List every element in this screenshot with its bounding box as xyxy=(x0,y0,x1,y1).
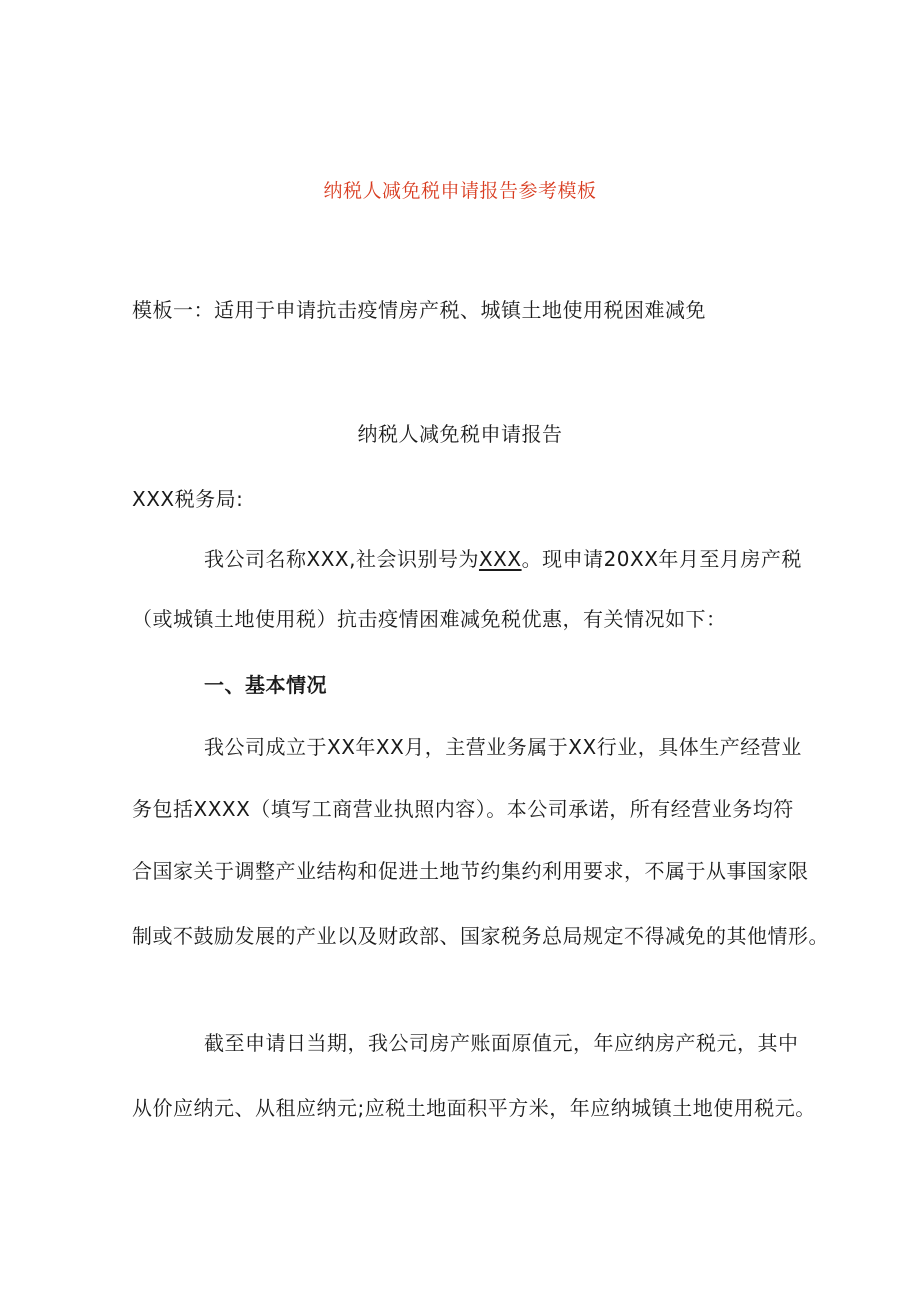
report-title: 纳税人减免税申请报告 xyxy=(357,422,563,446)
addressee: XXX税务局: xyxy=(132,487,244,511)
template-heading: 模板一：适用于申请抗击疫情房产税、城镇土地使用税困难减免 xyxy=(132,298,706,322)
paragraph-1-line-2: （或城镇土地使用税）抗击疫情困难减免税优惠，有关情况如下： xyxy=(132,607,727,631)
social-id-placeholder: XXX xyxy=(478,547,522,571)
paragraph-3-line-1: 截至申请日当期，我公司房产账面原值元，年应纳房产税元，其中 xyxy=(204,1031,799,1055)
paragraph-2-line-2: 务包括XXXX（填写工商营业执照内容）。本公司承诺，所有经营业务均符 xyxy=(132,797,794,821)
paragraph-2-line-4: 制或不鼓励发展的产业以及财政部、国家税务总局规定不得减免的其他情形。 xyxy=(132,924,829,948)
section-heading-basic-info: 一、基本情况 xyxy=(204,673,327,697)
paragraph-2-line-1: 我公司成立于XX年XX月，主营业务属于XX行业，具体生产经营业 xyxy=(204,735,802,759)
paragraph-1-text-a: 我公司名称XXX,社会识别号为 xyxy=(204,547,479,571)
paragraph-1-text-b: 。现申请20XX年月至月房产税 xyxy=(521,547,802,571)
paragraph-1-line-1 xyxy=(204,545,802,573)
paragraph-2-line-3: 合国家关于调整产业结构和促进土地节约集约利用要求，不属于从事国家限 xyxy=(132,859,809,883)
paragraph-3-line-2: 从价应纳元、从租应纳元;应税土地面积平方米，年应纳城镇土地使用税元。 xyxy=(132,1096,816,1120)
document-title: 纳税人减免税申请报告参考模板 xyxy=(323,180,597,202)
